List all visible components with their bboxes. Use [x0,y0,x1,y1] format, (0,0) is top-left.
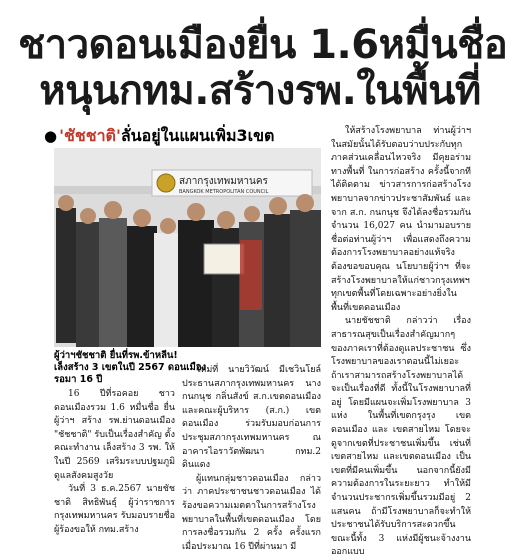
article-paragraph: นายชัชชาติ กล่าวว่า เรื่องสาธารณสุขเป็นเรื่องสำคัญมากๆ ของภาคเราที่ต้องดูแลประชาชน ซึ่งโรงพยาบาลของเราตอนนี้ไม่เยอะ ถ้าเราสามารถสร้างโรงพยาบาลได้จะเป็นเรื่องที่ดี ทั้งนี้ในโรงพยาบาลที่อยู่ โดยมีแผนจะเพิ่มโรงพยาบาล 3 แห่ง ในพื้นที่เขตกรุงรุง เขตดอนเมือง และ เขตสายไหม โดยจะดูจากเขตที่ประชาชนเพิ่มขึ้น เช่นที่เขตสายไหม และเขตดอนเมือง เป็นเขตที่มีคนเพิ่มขึ้น นอกจากนี้ยังมีความต้องการในระยะยาว ทำให้มีจำนวนประชากรเพิ่มขึ้นรวมมีอยู่ 2 แสนคน ถ้ามีโรงพยาบาลก็จะทำให้ประชาชนได้รับบริการสะดวกขึ้น ขณะนี้ทั้ง 3 แห่งมีผู้ชนะจ้างงานออกแบบ [331,316,471,558]
headline [18,22,508,114]
subheadline [44,124,304,149]
subhead-quoted-name: 'ชัชชาติ' [59,126,121,145]
headline-line-2: หนุนกทม.สร้างรพ.ในพื้นที่ [39,68,481,114]
caption-line: รอมา 16 ปี [54,374,103,385]
bullet-icon: ● [44,127,58,145]
news-photo [54,148,321,347]
headline-line-1: ชาวดอนเมืองยื่น 1.6หมื่นชื่อ [18,22,508,68]
photo-banner-subtext: BANGKOK METROPOLITAN COUNCIL [179,189,269,195]
article-paragraph: ใหม่ที่ นายวิวัฒน์ มีเชวินโยล์ ประธานสภากรุงเทพมหานคร นางกนกนุช กลิ่นสังข์ ส.ก.เขตดอนเมือง และคณะผู้บริหาร (ส.ก.) เขตดอนเมือง ร่วมรับมอบก่อนการประชุมสภากรุงเทพมหานคร ณ อาคารไอราวัตพัฒนา กทม.2 ดินแดง [182,365,321,471]
article-paragraph: วันที่ 3 ธ.ค.2567 นายชัชชาติ สิทธิพันธุ์ ผู้ว่าราชการกรุงเทพมหานคร รับมอบรายชื่อผู้ร้องขอให้ กทม.สร้าง [54,484,175,535]
article-paragraph: ให้สร้างโรงพยาบาล ท่านผู้ว่าฯ ในสมัยนั้นได้รับตอบว่าบประกับทุกภาคส่วนเคลื่อนไหวจริง มีคุยอร่ามทางพื้นที่ ในการก่อสร้าง ครั้งนี้จากทีได้ติดตาม ข่าวสารการก่อสร้างโรงพยาบาลจากข่าวประชาสัมพันธ์ และจาก ส.ก. กนกนุช จึงได้ลงชื่อรวมกัน จำนวน 16,027 คน นำมามอบรายชื่อต่อท่านผู้ว่าฯ เพื่อแสดงถึงความต้องการโรงพยาบาลอย่างแท้จริง ต้องขอขอบคุณ นโยบายผู้ว่าฯ ที่จะสร้างโรงพยาบาลให้แก่ชาวกรุงเทพฯ ทุกเขตพื้นที่โดยเฉพาะอย่างยิ่งในพื้นที่เขตดอนเมือง [331,126,471,313]
photo-illustration [54,148,321,347]
article-paragraph: 16 ปีที่รอคอย ชาวดอนเมืองรวม 1.6 หมื่นชื่อ ยื่นผู้ว่าฯ สร้าง รพ.ย่านดอนเมือง "ชัชชาติ" รับเป็นเรื่องสำคัญ ตั้งคณะทำงาน เล็งสร้าง 3 รพ. ให้ในปี 2569 เสริมระบบปฐมภูมิดูแลสังคมสูงวัย [54,389,175,481]
article-column-3 [331,125,471,560]
photo-banner-text: สภากรุงเทพมหานคร [179,176,268,187]
subhead-text: ลั่นอยู่ในแผนเพิ่ม3เขต [120,126,275,145]
article-column-1 [54,388,175,538]
article-paragraph: ผู้แทนกลุ่มชาวดอนเมือง กล่าวว่า ภาคประชาชนชาวดอนเมือง ได้ร้องขอความเมตตาในการสร้างโรงพยาบาลในพื้นที่เขตดอนเมือง โดยการลงชื่อรวมกัน 2 ครั้ง ครั้งแรกเมื่อประมาณ 16 ปีที่ผ่านมา มี [182,473,321,552]
article-column-2 [182,364,321,554]
caption-line: ผู้ว่าฯชัชชาติ ยื่นที่รพ.ข้าหลีน! [54,350,178,361]
caption-line: เล็งสร้าง 3 เขตในปี 2567 ดอนเมือง [54,362,207,373]
